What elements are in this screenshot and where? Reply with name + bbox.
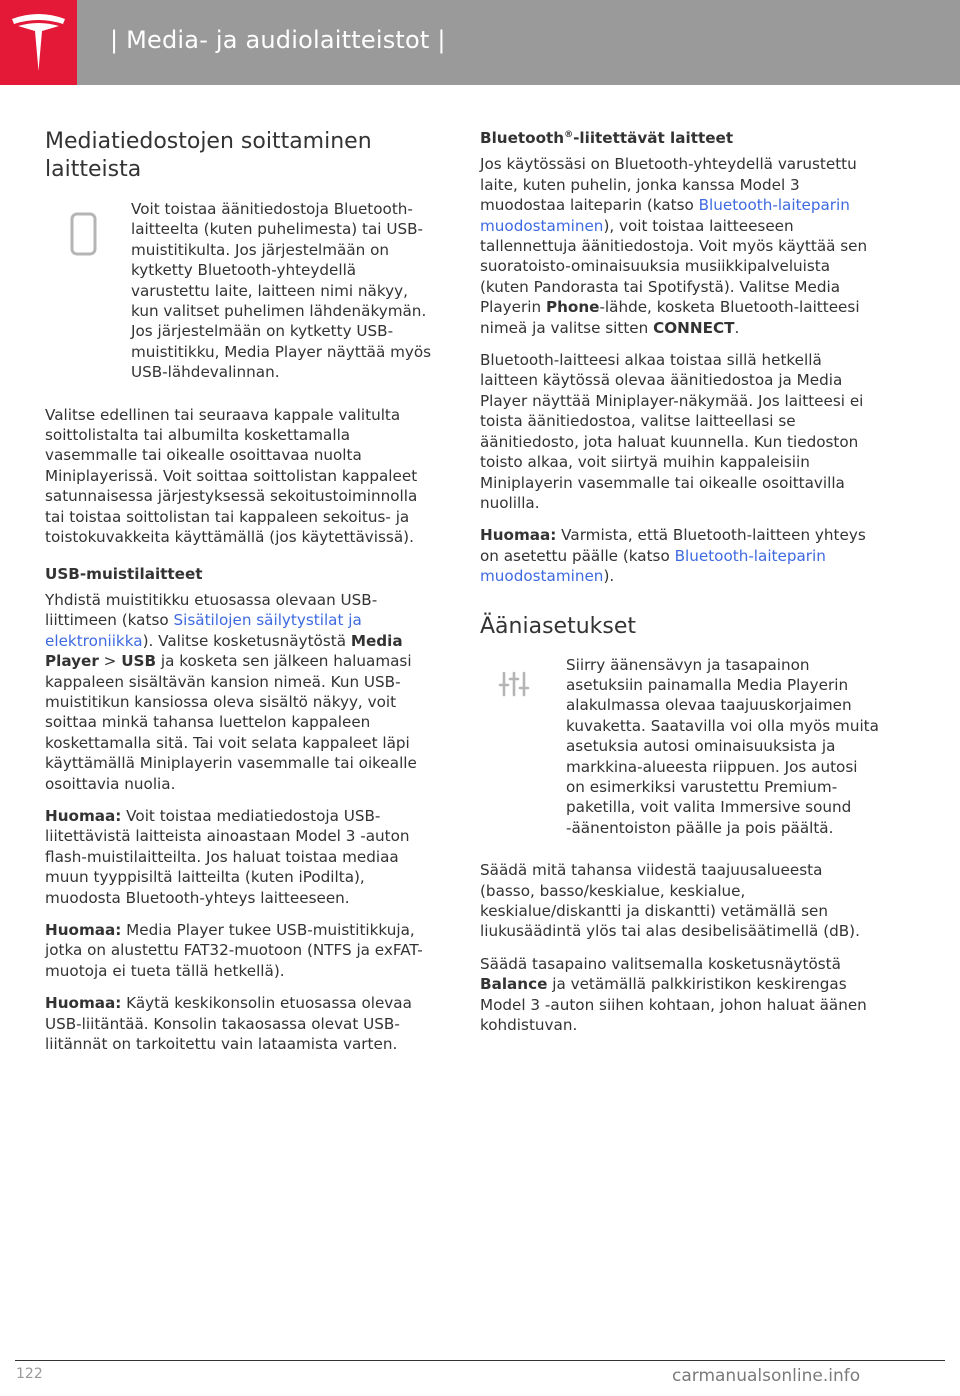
link-bluetooth-pairing[interactable]: Bluetooth-laiteparin muodostaminen <box>480 196 850 235</box>
section-heading-media: Mediatiedostojen soittaminen laitteista <box>45 129 372 182</box>
phone-icon <box>68 210 108 280</box>
bluetooth-paragraph-2: Bluetooth-laitteesi alkaa toistaa sillä hetkellä laitteen käytössä olevaa äänitiedostoa ja Media Player näyttää Miniplayer-näkymää. Jos laitteesi ei toista äänitiedostoa, valitse laitteellasi se äänitiedosto, jota haluat kuunnella. Kun tiedoston toisto alkaa, voit siirtyä muihin kappaleisiin Miniplayerin vasemmalle tai oikealle osoittavilla nuolilla. <box>480 351 864 512</box>
section-heading-audio: Ääniasetukset <box>480 613 636 639</box>
tesla-logo <box>0 0 77 85</box>
audio-paragraph-2: Säädä tasapaino valitsemalla kosketusnäytöstä Balance ja vetämällä palkkiristikon keskirengas Model 3 -auton siihen kohtaan, johon haluat äänen kohdistuvan. <box>480 954 867 1035</box>
page-number: 122 <box>16 1366 43 1382</box>
note-1: Huomaa: Voit toistaa mediatiedostoja USB-liitettävistä laitteista ainoastaan Model 3 -auton flash-muistilaitteilta. Jos haluat toistaa mediaa muun tyyppisiltä laitteilta (kuten iPodilta), muodosta Bluetooth-yhteys laitteeseen. <box>45 806 410 907</box>
track-paragraph: Valitse edellinen tai seuraava kappale valitulta soittolistalta tai albumilta koskettamalla vasemmalle tai oikealle osoittavaa nuolta Miniplayerissä. Voit soittaa soittolistan kappaleet satunnaisessa järjestyksessä sekoitustoiminnolla tai toistaa soittolistan tai kappaleen sekoitus- ja toistokuvakkeita käyttämällä (jos käytettävissä). <box>45 405 418 547</box>
bluetooth-paragraph-1: Jos käytössäsi on Bluetooth-yhteydellä varustettu laite, kuten puhelin, jonka kanssa Model 3 muodostaa laiteparin (katso Bluetooth-laiteparin muodostaminen), voit toistaa laitteeseen tallennettuja äänitiedostoja. Voit myös käyttää sen suoratoisto-ominaisuuksia musiikkipalveluista (kuten Pandorasta tai Spotifystä). Valitse Media Playerin Phone-lähde, kosketa Bluetooth-laitteesi nimeä ja valitse sitten CONNECT. <box>480 155 868 337</box>
audio-paragraph-1: Säädä mitä tahansa viidestä taajuusalueesta (basso, basso/keskialue, keskialue, keskialue/diskantti ja diskantti) vetämällä sen liukusäädintä ylös tai alas desibelisäätimellä (dB). <box>480 861 860 941</box>
equalizer-note-block <box>480 655 880 839</box>
usb-paragraph: Yhdistä muistitikku etuosassa olevaan USB-liittimeen (katso Sisätilojen säilytystilat ja elektroniikka). Valitse kosketusnäytöstä Media Player > USB ja kosketa sen jälkeen haluamasi kappaleen sisältävän kansion nimeä. Kun USB-muistitikun kansiossa oleva sisältö näkyy, voit soittaa minkä tahansa luettelon kappaleen koskettamalla sitä. Tai voit selata kappaleet läpi käyttämällä Miniplayerin vasemmalle tai oikealle osoittavia nuolia. <box>45 590 417 793</box>
phone-note-block <box>45 199 437 383</box>
equalizer-note-text: Siirry äänensävyn ja tasapainon asetuksiin painamalla Media Playerin alakulmassa olevaa taajuuskorjaimen kuvaketta. Saatavilla voi olla myös muita asetuksia autosi ominaisuuksista ja markkina-alueesta riippuen. Jos autosi on esimerkiksi varustettu Premium-paketilla, voit valita Immersive sound -äänentoiston päälle ja pois päältä. <box>566 655 879 837</box>
footer-divider <box>15 1360 945 1361</box>
watermark: carmanualsonline.info <box>672 1366 861 1386</box>
usb-heading: USB-muistilaitteet <box>45 564 203 583</box>
tesla-logo-icon <box>8 9 69 75</box>
left-column <box>45 128 437 1066</box>
phone-note-text: Voit toistaa äänitiedostoja Bluetooth-laitteelta (kuten puhelimesta) tai USB-muistitikulta. Jos järjestelmään on kytketty Bluetooth-yhteydellä varustettu laite, laitteen nimi näkyy, kun valitset puhelimen lähdenäkymän. Jos järjestelmään on kytketty USB-muistitikku, Media Player näyttää myös USB-lähdevalinnan. <box>131 200 432 382</box>
right-column <box>480 128 880 1047</box>
bluetooth-heading: Bluetooth®-liitettävät laitteet <box>480 129 734 147</box>
link-interior-storage[interactable]: Sisätilojen säilytystilat ja elektroniikka <box>45 611 362 650</box>
note-2: Huomaa: Media Player tukee USB-muistitikkuja, jotka on alustettu FAT32-muotoon (NTFS ja exFAT-muotoja ei tueta tällä hetkellä). <box>45 921 423 980</box>
header-title: | Media- ja audiolaitteistot | <box>110 26 446 54</box>
note-3: Huomaa: Käytä keskikonsolin etuosassa olevaa USB-liitäntää. Konsolin takaosassa olevat USB-liitännät on tarkoitettu vain lataamista varten. <box>45 994 412 1054</box>
header-bar <box>0 0 960 85</box>
link-bluetooth-pairing-2[interactable]: Bluetooth-laiteparin muodostaminen <box>480 546 826 586</box>
equalizer-icon <box>496 669 536 709</box>
bluetooth-note: Huomaa: Varmista, että Bluetooth-laitteen yhteys on asetettu päälle (katso Bluetooth-laiteparin muodostaminen). <box>480 526 866 586</box>
